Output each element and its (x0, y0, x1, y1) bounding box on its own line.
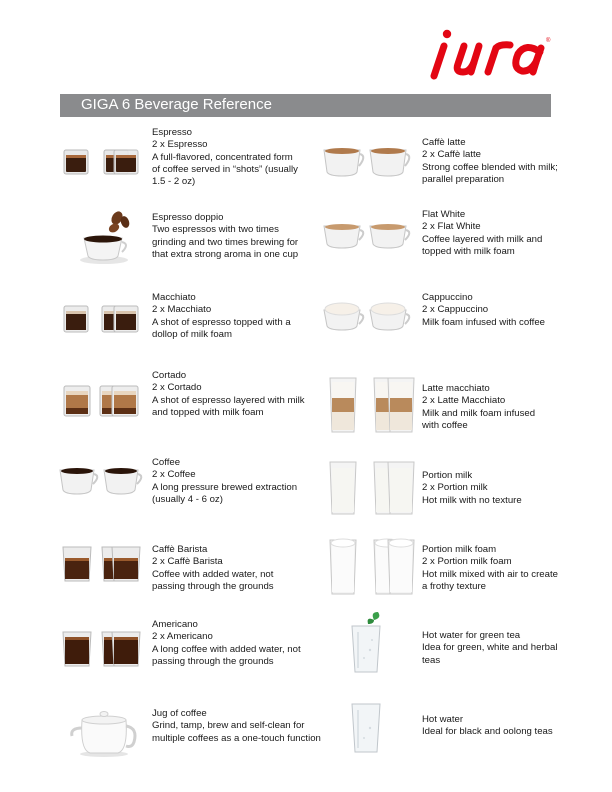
beverage-cappuccino: Cappuccino 2 x Cappuccino Milk foam infused with coffee (422, 292, 545, 328)
beverage-caffe-barista: Caffè Barista 2 x Caffè Barista Coffee with added water, not passing through the grounds (152, 544, 274, 592)
beverage-portion-milk-foam: Portion milk foam 2 x Portion milk foam Hot milk mixed with air to create a frothy texture (422, 544, 558, 592)
beverage-americano: Americano 2 x Americano A long coffee with added water, not passing through the grounds (152, 619, 301, 667)
beverage-macchiato: Macchiato 2 x Macchiato A shot of espresso topped with a dollop of milk foam (152, 292, 291, 340)
milk-foam-glasses-icon (326, 536, 418, 598)
beverage-hot-water: Hot water Ideal for black and oolong teas (422, 714, 553, 738)
coffee-jug-icon (68, 706, 140, 758)
macchiato-glasses-icon (60, 302, 140, 336)
cortado-glasses-icon (60, 382, 140, 418)
milk-glasses-icon (326, 458, 418, 518)
caffe-barista-glasses-icon (60, 543, 142, 585)
flat-white-cups-icon (320, 222, 418, 252)
latte-macchiato-glasses-icon (326, 374, 418, 436)
coffee-cups-icon (56, 464, 148, 498)
beverage-espresso-doppio: Espresso doppio Two espressos with two times grinding and two times brewing for that extra strong aroma in one cup (152, 212, 299, 260)
beverage-flat-white: Flat White 2 x Flat White Coffee layered with milk and topped with milk foam (422, 209, 543, 257)
doppio-cup-with-beans-icon (78, 208, 130, 268)
water-glass-leaf-icon (346, 610, 386, 676)
beverage-espresso: Espresso 2 x Espresso A full-flavored, concentrated form of coffee served in “shots” (usually 1.5 - 2 oz) (152, 127, 298, 188)
page-title: GIGA 6 Beverage Reference (81, 96, 272, 113)
beverage-hot-water-green-tea: Hot water for green tea Idea for green, white and herbal teas (422, 630, 558, 666)
americano-glasses-icon (60, 628, 142, 670)
beverage-jug-of-coffee: Jug of coffee Grind, tamp, brew and self-clean for multiple coffees as a one-touch function (152, 708, 321, 744)
beverage-caffe-latte: Caffè latte 2 x Caffè latte Strong coffee blended with milk; parallel preparation (422, 137, 558, 185)
title-banner (60, 94, 551, 117)
svg-text:®: ® (546, 38, 551, 44)
beverage-cortado: Cortado 2 x Cortado A shot of espresso layered with milk and topped with milk foam (152, 370, 305, 418)
beverage-latte-macchiato: Latte macchiato 2 x Latte Macchiato Milk and milk foam infused with coffee (422, 383, 536, 431)
caffe-latte-cups-icon (320, 144, 418, 180)
beverage-coffee: Coffee 2 x Coffee A long pressure brewed extraction (usually 4 - 6 oz) (152, 457, 298, 505)
cappuccino-cups-icon (320, 300, 418, 334)
water-glass-icon (346, 700, 386, 756)
espresso-glasses-icon (60, 142, 140, 178)
jura-logo (430, 22, 560, 80)
beverage-portion-milk: Portion milk 2 x Portion milk Hot milk with no texture (422, 470, 522, 506)
